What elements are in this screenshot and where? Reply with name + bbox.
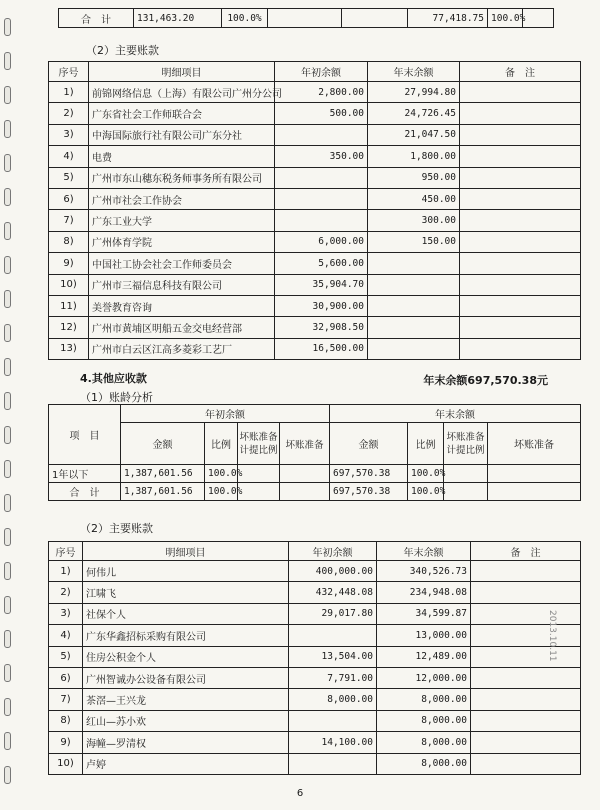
row-end-balance: 8,000.00: [377, 732, 471, 753]
row-end-balance: 8,000.00: [377, 753, 471, 774]
row-remark: [460, 338, 581, 359]
binder-hole: [4, 426, 11, 444]
row-end-balance: [368, 295, 460, 316]
row-remark: [460, 146, 581, 167]
column-header: 备 注: [471, 542, 581, 561]
row-begin-balance: 500.00: [275, 103, 368, 124]
year-end-balance-note: 年末余额697,570.38元: [423, 374, 548, 387]
total-label: 合 计: [59, 9, 134, 28]
row-item: 茶滘—王兴龙: [83, 689, 289, 710]
table-row: [49, 667, 581, 688]
column-header: 年末余额: [377, 542, 471, 561]
row-remark: [471, 753, 581, 774]
column-header: 备 注: [460, 62, 581, 82]
top-total-table: [58, 8, 554, 28]
row-item: 前锦网络信息（上海）有限公司广州分公司: [89, 82, 275, 103]
row-index: 7): [49, 210, 89, 231]
aging-ratio-header-end: 比例: [408, 423, 444, 465]
table-row: [49, 561, 581, 582]
row-index: 6): [49, 667, 83, 688]
aging-prov-ratio-header: 坏账准备计提比例: [238, 423, 280, 465]
binder-hole: [4, 630, 11, 648]
table-row: [49, 625, 581, 646]
binder-hole: [4, 188, 11, 206]
column-header: 明细项目: [89, 62, 275, 82]
row-remark: [460, 103, 581, 124]
table-row: [49, 82, 581, 103]
table-row: [49, 465, 581, 483]
row-begin-balance: [289, 710, 377, 731]
row-begin-balance: [275, 210, 368, 231]
row-index: 6): [49, 188, 89, 209]
row-remark: [471, 732, 581, 753]
row-index: 11): [49, 295, 89, 316]
row-index: 9): [49, 732, 83, 753]
row-end-balance: 150.00: [368, 231, 460, 252]
row-item: 中海国际旅行社有限公司广东分社: [89, 124, 275, 145]
aging-end-amount: 697,570.38: [330, 465, 408, 483]
row-begin-balance: 8,000.00: [289, 689, 377, 710]
main-accounts-table-1: [48, 61, 581, 360]
row-begin-balance: [275, 188, 368, 209]
row-begin-balance: 7,791.00: [289, 667, 377, 688]
row-index: 12): [49, 317, 89, 338]
table-row: [49, 274, 581, 295]
row-begin-balance: 400,000.00: [289, 561, 377, 582]
section-title-main-accounts-1: （2）主要账款: [86, 44, 159, 57]
table-row: [49, 603, 581, 624]
binder-hole: [4, 154, 11, 172]
row-index: 3): [49, 603, 83, 624]
row-begin-balance: 32,908.50: [275, 317, 368, 338]
row-index: 2): [49, 582, 83, 603]
aging-prov-ratio-header-end: 坏账准备计提比例: [444, 423, 488, 465]
binder-hole: [4, 664, 11, 682]
row-index: 5): [49, 167, 89, 188]
row-begin-balance: 14,100.00: [289, 732, 377, 753]
row-end-balance: 950.00: [368, 167, 460, 188]
table-row: [49, 167, 581, 188]
margin-handwritten-note: 2013.10.11: [547, 610, 557, 662]
aging-end-prov: [488, 483, 581, 501]
main-accounts-table-2: [48, 541, 581, 775]
row-remark: [460, 167, 581, 188]
column-header: 明细项目: [83, 542, 289, 561]
row-item: 广州体育学院: [89, 231, 275, 252]
aging-begin-amount: 1,387,601.56: [121, 465, 205, 483]
row-remark: [460, 231, 581, 252]
aging-begin-ratio: 100.0%: [205, 483, 238, 501]
binder-hole: [4, 494, 11, 512]
row-remark: [471, 561, 581, 582]
binder-holes: [0, 0, 14, 810]
row-end-balance: 27,994.80: [368, 82, 460, 103]
row-begin-balance: 432,448.08: [289, 582, 377, 603]
binder-hole: [4, 324, 11, 342]
aging-row-item: 合 计: [49, 483, 121, 501]
table-row: [49, 646, 581, 667]
aging-begin-ratio: 100.0%: [205, 465, 238, 483]
table-row: [49, 231, 581, 252]
row-begin-balance: 16,500.00: [275, 338, 368, 359]
row-item: 广东工业大学: [89, 210, 275, 231]
row-item: 广东省社会工作师联合会: [89, 103, 275, 124]
row-item: 红山—苏小欢: [83, 710, 289, 731]
aging-begin-header: 年初余额: [121, 405, 330, 423]
aging-begin-prov: [280, 483, 330, 501]
aging-end-ratio: 100.0%: [408, 483, 444, 501]
aging-table: [48, 404, 581, 501]
binder-hole: [4, 120, 11, 138]
row-index: 4): [49, 625, 83, 646]
binder-hole: [4, 596, 11, 614]
aging-end-prov-ratio: [444, 465, 488, 483]
row-item: 广州市黄埔区明船五金交电经营部: [89, 317, 275, 338]
section-title-main-accounts-2: （2）主要账款: [80, 522, 153, 535]
row-end-balance: 300.00: [368, 210, 460, 231]
binder-hole: [4, 86, 11, 104]
row-index: 7): [49, 689, 83, 710]
row-remark: [471, 603, 581, 624]
binder-hole: [4, 392, 11, 410]
aging-row-item: 1年以下: [49, 465, 121, 483]
table-row: [49, 188, 581, 209]
aging-end-prov: [488, 465, 581, 483]
row-end-balance: 234,948.08: [377, 582, 471, 603]
aging-begin-prov: [280, 465, 330, 483]
table-row: [49, 103, 581, 124]
row-item: 美誉教育咨询: [89, 295, 275, 316]
row-remark: [460, 82, 581, 103]
row-begin-balance: [275, 124, 368, 145]
row-end-balance: [368, 338, 460, 359]
row-remark: [460, 274, 581, 295]
row-end-balance: 8,000.00: [377, 689, 471, 710]
table-row: [49, 146, 581, 167]
column-header: 年初余额: [275, 62, 368, 82]
aging-amount-header: 金额: [121, 423, 205, 465]
column-header: 序号: [49, 542, 83, 561]
row-index: 9): [49, 253, 89, 274]
row-index: 10): [49, 753, 83, 774]
row-item: 广州市三福信息科技有限公司: [89, 274, 275, 295]
page-number: 6: [296, 788, 304, 799]
row-index: 10): [49, 274, 89, 295]
row-index: 2): [49, 103, 89, 124]
table-row: [49, 689, 581, 710]
aging-amount-header-end: 金额: [330, 423, 408, 465]
total-begin-ratio: 100.0%: [222, 9, 268, 28]
row-item: 住房公积金个人: [83, 646, 289, 667]
binder-hole: [4, 562, 11, 580]
row-end-balance: 24,726.45: [368, 103, 460, 124]
table-row: [49, 210, 581, 231]
row-end-balance: [368, 274, 460, 295]
row-end-balance: 21,047.50: [368, 124, 460, 145]
row-end-balance: 1,800.00: [368, 146, 460, 167]
row-item: 中国社工协会社会工作师委员会: [89, 253, 275, 274]
row-remark: [471, 710, 581, 731]
row-item: 何伟儿: [83, 561, 289, 582]
aging-prov-header-end: 坏账准备: [488, 423, 581, 465]
binder-hole: [4, 222, 11, 240]
row-begin-balance: 30,900.00: [275, 295, 368, 316]
row-item: 广东华鑫招标采购有限公司: [83, 625, 289, 646]
binder-hole: [4, 460, 11, 478]
row-begin-balance: 5,600.00: [275, 253, 368, 274]
binder-hole: [4, 290, 11, 308]
aging-begin-amount: 1,387,601.56: [121, 483, 205, 501]
row-item: 广州市白云区江高多菱彩工艺厂: [89, 338, 275, 359]
column-header: 年初余额: [289, 542, 377, 561]
binder-hole: [4, 766, 11, 784]
column-header: 年末余额: [368, 62, 460, 82]
table-row: [49, 317, 581, 338]
aging-end-header: 年末余额: [330, 405, 581, 423]
binder-hole: [4, 52, 11, 70]
aging-begin-prov-ratio: [238, 465, 280, 483]
row-end-balance: 8,000.00: [377, 710, 471, 731]
row-index: 3): [49, 124, 89, 145]
row-end-balance: 34,599.87: [377, 603, 471, 624]
aging-ratio-header: 比例: [205, 423, 238, 465]
row-end-balance: 340,526.73: [377, 561, 471, 582]
section-title-other-receivables: 4.其他应收款: [80, 372, 147, 385]
row-end-balance: [368, 253, 460, 274]
row-remark: [460, 253, 581, 274]
row-remark: [471, 646, 581, 667]
row-end-balance: 12,489.00: [377, 646, 471, 667]
row-remark: [471, 689, 581, 710]
row-item: 海幢—罗清权: [83, 732, 289, 753]
row-remark: [460, 124, 581, 145]
row-begin-balance: 35,904.70: [275, 274, 368, 295]
aging-item-header: 项 目: [49, 405, 121, 465]
row-index: 1): [49, 561, 83, 582]
binder-hole: [4, 698, 11, 716]
row-remark: [460, 295, 581, 316]
row-index: 5): [49, 646, 83, 667]
row-end-balance: 450.00: [368, 188, 460, 209]
row-begin-balance: 13,504.00: [289, 646, 377, 667]
row-begin-balance: 6,000.00: [275, 231, 368, 252]
binder-hole: [4, 528, 11, 546]
aging-end-prov-ratio: [444, 483, 488, 501]
aging-begin-prov-ratio: [238, 483, 280, 501]
row-item: 广州市东山穗东税务师事务所有限公司: [89, 167, 275, 188]
total-end-ratio: 100.0%: [488, 9, 523, 28]
row-index: 13): [49, 338, 89, 359]
row-index: 8): [49, 231, 89, 252]
table-row: [49, 124, 581, 145]
binder-hole: [4, 358, 11, 376]
section-title-aging: （1）账龄分析: [80, 391, 153, 404]
row-begin-balance: 2,800.00: [275, 82, 368, 103]
aging-end-amount: 697,570.38: [330, 483, 408, 501]
table-row: [49, 483, 581, 501]
row-index: 8): [49, 710, 83, 731]
row-remark: [460, 317, 581, 338]
row-remark: [471, 582, 581, 603]
table-row: [49, 253, 581, 274]
binder-hole: [4, 18, 11, 36]
row-item: 广州市社会工作协会: [89, 188, 275, 209]
row-remark: [471, 667, 581, 688]
table-row: [49, 295, 581, 316]
row-end-balance: 13,000.00: [377, 625, 471, 646]
row-item: 江啸飞: [83, 582, 289, 603]
row-begin-balance: [289, 625, 377, 646]
row-item: 电费: [89, 146, 275, 167]
row-begin-balance: 350.00: [275, 146, 368, 167]
total-begin: 131,463.20: [134, 9, 222, 28]
total-end: 77,418.75: [408, 9, 488, 28]
row-item: 卢婷: [83, 753, 289, 774]
table-row: [49, 753, 581, 774]
row-end-balance: 12,000.00: [377, 667, 471, 688]
row-remark: [460, 210, 581, 231]
binder-hole: [4, 256, 11, 274]
row-begin-balance: [289, 753, 377, 774]
aging-end-ratio: 100.0%: [408, 465, 444, 483]
column-header: 序号: [49, 62, 89, 82]
binder-hole: [4, 732, 11, 750]
row-begin-balance: 29,017.80: [289, 603, 377, 624]
row-remark: [460, 188, 581, 209]
row-index: 1): [49, 82, 89, 103]
table-row: [49, 710, 581, 731]
table-row: [49, 732, 581, 753]
row-item: 社保个人: [83, 603, 289, 624]
row-begin-balance: [275, 167, 368, 188]
table-row: [49, 582, 581, 603]
aging-prov-header: 坏账准备: [280, 423, 330, 465]
row-end-balance: [368, 317, 460, 338]
table-row: [49, 338, 581, 359]
row-item: 广州智诚办公设备有限公司: [83, 667, 289, 688]
row-index: 4): [49, 146, 89, 167]
row-remark: [471, 625, 581, 646]
